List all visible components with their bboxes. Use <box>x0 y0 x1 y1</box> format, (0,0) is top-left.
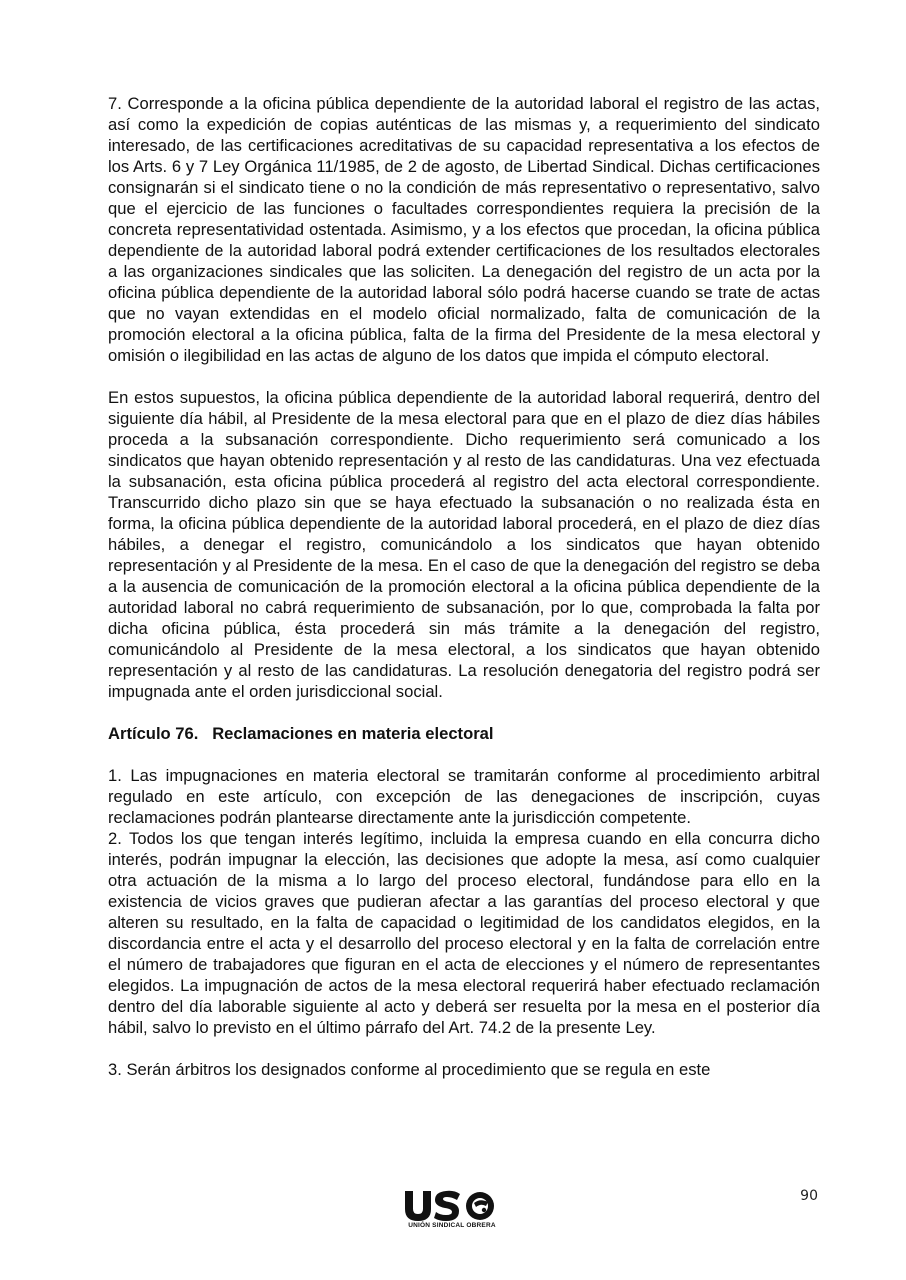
page-number: 90 <box>800 1188 818 1204</box>
article-heading: Artículo 76. Reclamaciones en materia electoral <box>108 724 494 743</box>
paragraph-spacer <box>108 744 820 765</box>
paragraph-spacer <box>108 702 820 723</box>
paragraph-7: 7. Corresponde a la oficina pública dependiente de la autoridad laboral el registro de las actas, así como la expedición de copias auténticas de las mismas y, a requerimiento del sindicato interesado, de las certificaciones acreditativas de su capacidad representativa a los efectos de los Arts. 6 y 7 Ley Orgánica 11/1985, de 2 de agosto, de Libertad Sindical. Dichas certificaciones consignarán si el sindicato tiene o no la condición de más representativo o representativo, salvo que el ejercicio de las funciones o facultades correspondientes requiera la precisión de la concreta representatividad ostentada. Asimismo, y a los efectos que procedan, la oficina pública dependiente de la autoridad laboral podrá extender certificaciones de los resultados electorales a las organizaciones sindicales que las soliciten. La denegación del registro de un acta por la oficina pública dependiente de la autoridad laboral sólo podrá hacerse cuando se trate de actas que no vayan extendidas en el modelo oficial normalizado, falta de comunicación de la promoción electoral a la oficina pública, falta de la firma del Presidente de la mesa electoral y omisión o ilegibilidad en las actas de alguno de los datos que impida el cómputo electoral. <box>108 94 820 365</box>
logo-caption: UNIÓN SINDICAL OBRERA <box>408 1222 496 1229</box>
article-item-3: 3. Serán árbitros los designados conforme al procedimiento que se regula en este <box>108 1060 711 1079</box>
uso-logo <box>398 1188 508 1243</box>
uso-logo-mark <box>398 1188 506 1222</box>
article-item-2: 2. Todos los que tengan interés legítimo, incluida la empresa cuando en ella concurra dicho interés, podrán impugnar la elección, las decisiones que adopte la mesa, así como cualquier otra actuación de la misma a lo largo del proceso electoral, fundándose para ello en la existencia de vicios graves que pudieran afectar a las garantías del proceso electoral y que alteren su resultado, en la falta de capacidad o legitimidad de los candidatos elegidos, en la discordancia entre el acta y el desarrollo del proceso electoral y en la falta de correlación entre el número de trabajadores que figuran en el acta de elecciones y el número de representantes elegidos. La impugnación de actos de la mesa electoral requerirá haber efectuado reclamación dentro del día laborable siguiente al acto y deberá ser resuelta por la mesa en el posterior día hábil, salvo lo previsto en el último párrafo del Art. 74.2 de la presente Ley. <box>108 829 820 1037</box>
paragraph-spacer <box>108 1038 820 1059</box>
paragraph-supuestos: En estos supuestos, la oficina pública dependiente de la autoridad laboral requerirá, dentro del siguiente día hábil, al Presidente de la mesa electoral para que en el plazo de diez días hábiles proceda a la subsanación correspondiente. Dicho requerimiento será comunicado a los sindicatos que hayan obtenido representación y al resto de las candidaturas. Una vez efectuada la subsanación, esta oficina pública procederá al registro del acta electoral correspondiente. Transcurrido dicho plazo sin que se haya efectuado la subsanación o no realizada ésta en forma, la oficina pública dependiente de la autoridad laboral procederá, en el plazo de diez días hábiles, a denegar el registro, comunicándolo a los sindicatos que hayan obtenido representación y al Presidente de la mesa. En el caso de que la denegación del registro se deba a la ausencia de comunicación de la promoción electoral a la oficina pública dependiente de la autoridad laboral no cabrá requerimiento de subsanación, por lo que, comprobada la falta por dicha oficina pública, ésta procederá sin más trámite a la denegación del registro, comunicándolo al Presidente de la mesa electoral, a los sindicatos que hayan obtenido representación y al resto de las candidaturas. La resolución denegatoria del registro podrá ser impugnada ante el orden jurisdiccional social. <box>108 388 820 701</box>
paragraph-spacer <box>108 366 820 387</box>
article-item-1: 1. Las impugnaciones en materia electoral se tramitarán conforme al procedimiento arbitral regulado en este artículo, con excepción de las denegaciones de inscripción, cuyas reclamaciones podrán plantearse directamente ante la jurisdicción competente. <box>108 766 820 827</box>
page-body <box>108 93 820 1080</box>
